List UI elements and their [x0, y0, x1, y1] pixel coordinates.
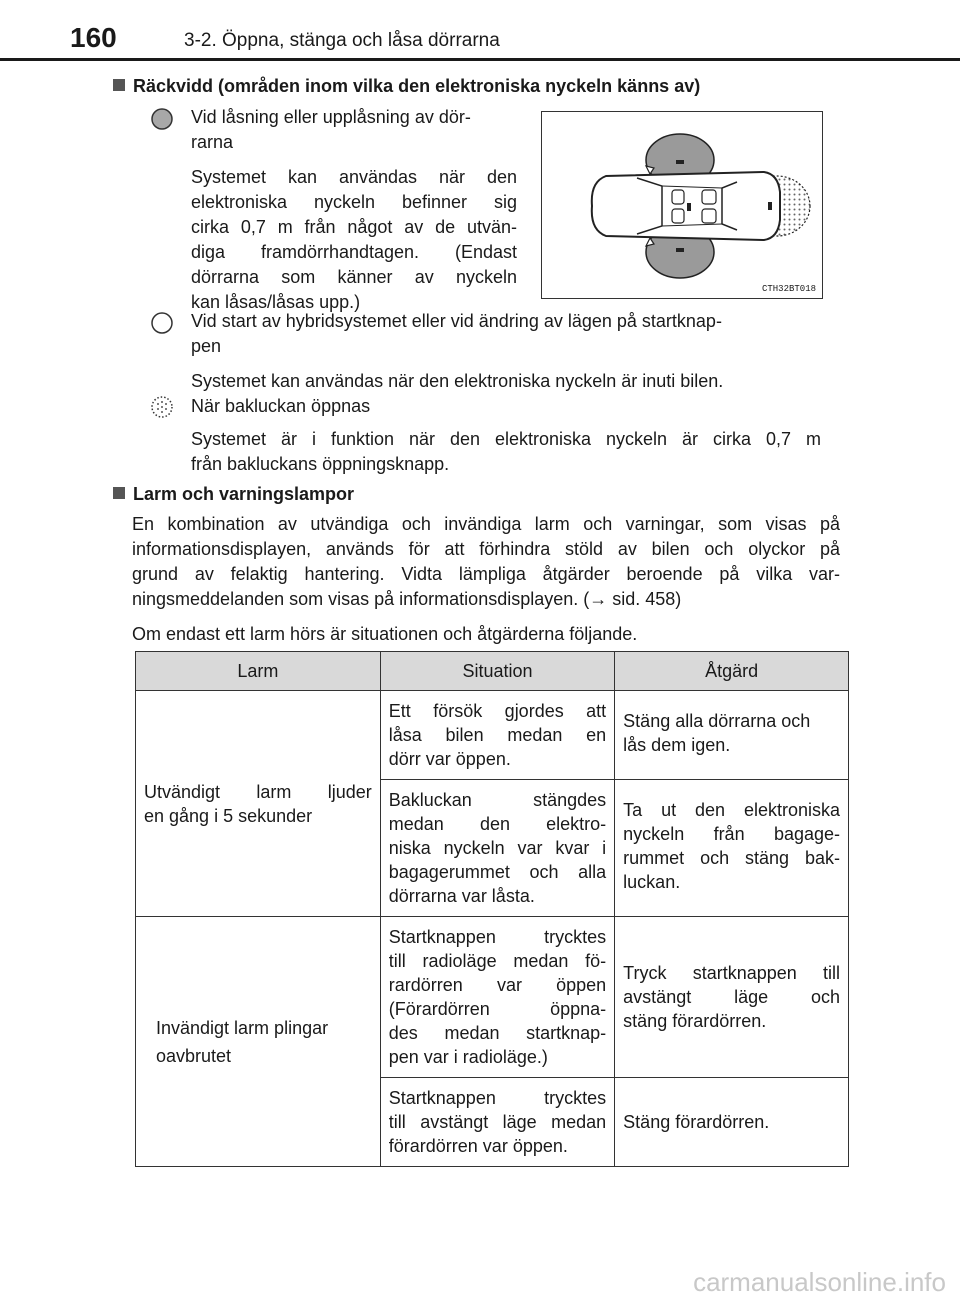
situation-cell	[380, 917, 614, 1078]
cell-line: avstängt läge och	[623, 987, 840, 1007]
col-header-alarm: Larm	[136, 652, 381, 691]
cell-line: oavbrutet	[156, 1045, 232, 1066]
bullet-square-icon	[113, 79, 125, 91]
cell-line: till avstängt läge medan	[388, 1112, 607, 1132]
item-1-desc-line: elektroniska nyckeln befinner sig	[191, 192, 517, 212]
item-2-title-2: pen	[191, 336, 222, 356]
alarm-heading-text: Larm och varningslampor	[133, 484, 355, 504]
action-cell	[615, 780, 849, 917]
cell-line: Tryck startknappen till	[623, 963, 840, 983]
situation-cell	[380, 1078, 614, 1167]
cell-line: (Förardörren öppna-	[388, 999, 607, 1019]
range-item-2	[191, 309, 821, 394]
item-1-desc-line: dörrarna som känner av nyckeln	[191, 267, 517, 287]
cell-line: en gång i 5 sekunder	[144, 805, 313, 826]
alarm-para-line: En kombination av utvändiga och invändiga larm och varningar, som visas på	[132, 514, 840, 534]
table-header-row	[136, 652, 849, 691]
range-section-heading	[113, 76, 700, 97]
cell-line: till radioläge medan fö-	[388, 951, 607, 971]
cell-line: bagagerummet och alla	[388, 862, 607, 882]
cell-line: Stäng förardörren.	[623, 1112, 770, 1132]
page-number: 160	[70, 22, 117, 53]
action-cell	[615, 917, 849, 1078]
cell-line: låsa bilen medan en	[388, 725, 607, 745]
item-1-desc-line: Systemet kan användas när den	[191, 167, 517, 187]
situation-cell	[380, 691, 614, 780]
action-cell	[615, 1078, 849, 1167]
header-divider	[0, 58, 960, 61]
item-1-description	[191, 165, 517, 315]
col-header-situation: Situation	[380, 652, 614, 691]
item-1-desc-line: cirka 0,7 m från något av de utvän-	[191, 217, 517, 237]
cell-line: rummet och stäng bak-	[623, 848, 840, 868]
cell-line: lås dem igen.	[623, 735, 731, 755]
zone-solid-circle-icon	[150, 107, 174, 131]
cell-line: pen var i radioläge.)	[388, 1047, 548, 1067]
cell-line: niska nyckeln var kvar i	[388, 838, 607, 858]
table-row	[136, 917, 849, 1078]
situation-cell	[380, 780, 614, 917]
range-item-1	[191, 105, 517, 315]
figure-code: CTH32BT018	[761, 284, 816, 294]
table-row	[136, 691, 849, 780]
cell-line: Startknappen trycktes	[388, 1088, 607, 1108]
item-1-title-2: rarna	[191, 132, 234, 152]
watermark: carmanualsonline.info	[693, 1267, 946, 1297]
item-2-title-1: Vid start av hybridsystemet eller vid ändring av lägen på startknap-	[191, 311, 722, 331]
item-1-title-1: Vid låsning eller upplåsning av dör-	[191, 107, 471, 127]
cell-line: dörr var öppen.	[388, 749, 511, 769]
cell-line: stäng förardörren.	[623, 1011, 767, 1031]
alarm-section-heading	[113, 484, 354, 505]
item-1-desc-line: diga framdörrhandtagen. (Endast	[191, 242, 517, 262]
cell-line: Startknappen trycktes	[388, 927, 607, 947]
zone-interior-circle-icon	[150, 311, 174, 335]
cell-line: Ett försök gjordes att	[388, 701, 607, 721]
cell-line: rardörren var öppen	[388, 975, 607, 995]
item-3-desc-line: Systemet är i funktion när den elektroniska nyckeln är cirka 0,7 m	[191, 429, 821, 449]
action-cell	[615, 691, 849, 780]
alarm-cell-exterior	[136, 691, 381, 917]
item-3-desc-line: från bakluckans öppningsknapp.	[191, 454, 450, 474]
cell-line: des medan startknap-	[388, 1023, 607, 1043]
alarm-paragraph	[132, 512, 840, 647]
chapter-title: 3-2. Öppna, stänga och låsa dörrarna	[184, 30, 500, 51]
alarm-intro-sentence: Om endast ett larm hörs är situationen och åtgärderna följande.	[132, 624, 638, 644]
range-item-3	[191, 394, 821, 477]
alarm-para-line: grund av felaktig hantering. Vidta lämpliga åtgärder beroende på vilka var-	[132, 564, 840, 584]
cell-line: Invändigt larm plingar	[156, 1017, 329, 1038]
detection-range-figure	[541, 111, 823, 299]
car-top-view-illustration	[542, 112, 821, 297]
cell-line: medan den elektro-	[388, 814, 607, 834]
cell-line: Bakluckan stängdes	[388, 790, 607, 810]
cell-line: luckan.	[623, 872, 681, 892]
cell-line: Utvändigt larm ljuder	[144, 781, 372, 802]
cell-line: Ta ut den elektroniska	[623, 800, 840, 820]
bullet-square-icon	[113, 487, 125, 499]
zone-dotted-circle-icon	[150, 395, 174, 419]
item-2-description: Systemet kan användas när den elektroniska nyckeln är inuti bilen.	[191, 371, 724, 391]
alarm-para-line: ningsmeddelanden som visas på informationsdisplayen. (→ sid. 458)	[132, 589, 682, 609]
cell-line: dörrarna var låsta.	[388, 886, 535, 906]
item-3-title: När bakluckan öppnas	[191, 396, 371, 416]
item-3-description	[191, 427, 821, 477]
cell-line: Stäng alla dörrarna och	[623, 711, 811, 731]
alarm-table	[135, 651, 849, 1167]
alarm-para-line: informationsdisplayen, används för att förhindra stöld av bilen och olyckor på	[132, 539, 840, 559]
range-heading-text: Räckvidd (områden inom vilka den elektroniska nyckeln känns av)	[133, 76, 701, 96]
alarm-cell-interior	[136, 917, 381, 1167]
cell-line: förardörren var öppen.	[388, 1136, 568, 1156]
cell-line: nyckeln från bagage-	[623, 824, 840, 844]
col-header-action: Åtgärd	[615, 652, 849, 691]
item-1-desc-line: kan låsas/låsas upp.)	[191, 292, 361, 312]
